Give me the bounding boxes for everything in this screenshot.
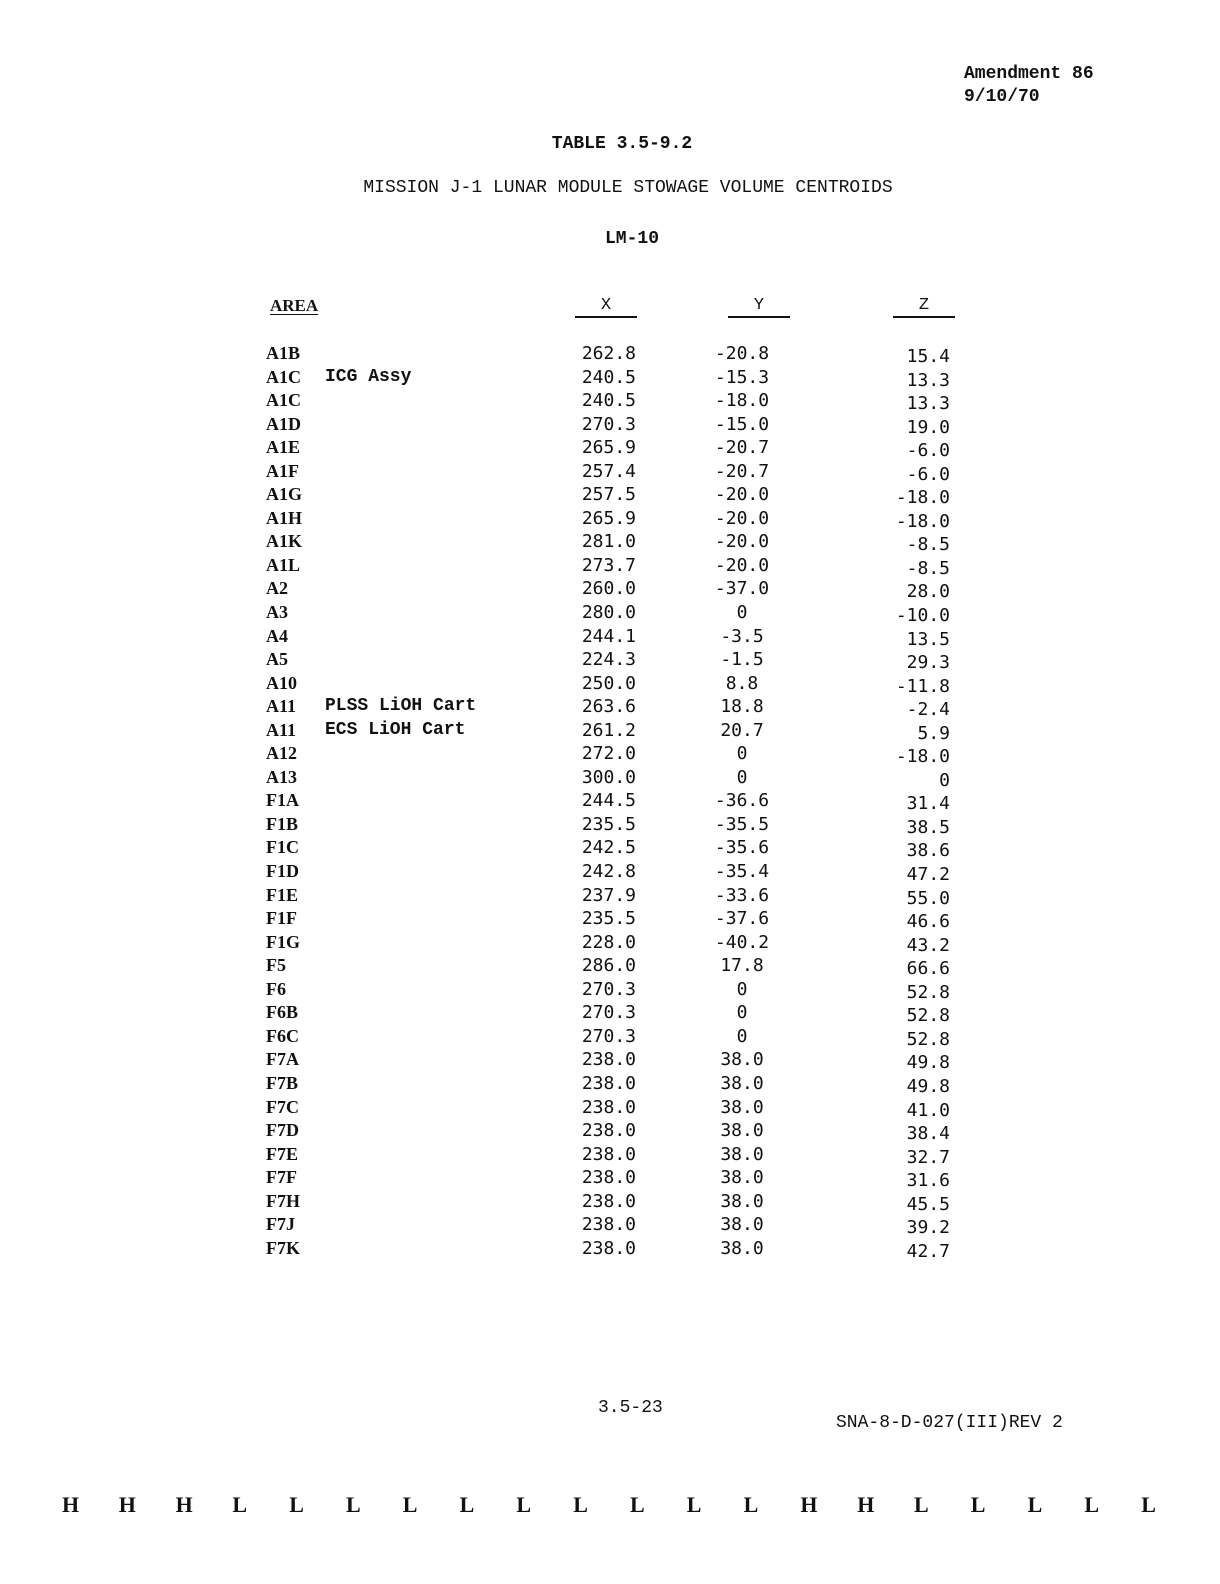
area-cell: A12 — [266, 743, 297, 764]
table-number: TABLE 3.5-9.2 — [551, 134, 693, 154]
z-cell: 52.8 — [906, 1028, 950, 1050]
area-cell: A1F — [266, 460, 299, 481]
table-row — [0, 1096, 1220, 1120]
area-cell: A11 — [266, 719, 297, 740]
area-cell: F6C — [266, 1025, 299, 1046]
registration-mark: L — [289, 1492, 304, 1517]
registration-mark: L — [1027, 1492, 1043, 1517]
table-row — [0, 813, 1220, 837]
y-cell: 8.8 — [725, 672, 759, 694]
table-row — [0, 742, 1220, 766]
area-cell: A1G — [266, 484, 302, 505]
x-cell: 265.9 — [581, 437, 636, 459]
table-row — [0, 413, 1220, 437]
x-cell: 270.3 — [581, 978, 636, 1000]
table-row — [0, 1237, 1220, 1261]
area-cell: F1E — [266, 884, 299, 905]
y-cell: 17.8 — [720, 955, 764, 977]
registration-mark: L — [914, 1492, 929, 1517]
registration-mark: L — [686, 1492, 702, 1517]
x-cell: 257.5 — [581, 484, 636, 506]
registration-mark: L — [573, 1492, 588, 1517]
area-cell: A4 — [266, 625, 288, 646]
table-row — [0, 789, 1220, 813]
x-cell: 235.5 — [581, 908, 636, 930]
table-row — [0, 931, 1220, 955]
table-row — [0, 672, 1220, 696]
y-cell: 0 — [736, 1025, 748, 1047]
y-cell: -33.6 — [714, 884, 770, 906]
registration-mark: L — [630, 1492, 645, 1517]
y-cell: 38.0 — [720, 1237, 764, 1259]
area-cell: F7C — [266, 1096, 299, 1117]
x-cell: 240.5 — [581, 390, 636, 412]
registration-mark: H — [175, 1492, 193, 1517]
y-cell: 18.8 — [720, 696, 764, 718]
x-cell: 273.7 — [581, 554, 636, 576]
table-row — [0, 483, 1220, 507]
table-row — [0, 1166, 1220, 1190]
y-cell: -1.5 — [720, 649, 764, 671]
area-cell: A1L — [266, 554, 301, 575]
y-cell: -20.8 — [714, 343, 770, 364]
area-cell: A13 — [266, 766, 297, 787]
z-cell: 49.8 — [906, 1052, 950, 1074]
z-cell: 13.5 — [906, 628, 950, 650]
registration-mark: L — [232, 1492, 248, 1517]
x-cell: 238.0 — [581, 1120, 636, 1142]
z-cell: 46.6 — [906, 911, 950, 933]
y-cell: -18.0 — [714, 390, 770, 412]
x-cell: 240.5 — [581, 366, 636, 388]
x-cell: 244.5 — [581, 790, 636, 812]
table-row — [0, 1119, 1220, 1143]
z-cell: 52.8 — [906, 1005, 950, 1027]
table-row — [0, 366, 1220, 390]
y-cell: -40.2 — [714, 931, 770, 953]
area-cell: A3 — [266, 602, 288, 623]
document-code: SNA-8-D-027(III)REV 2 — [836, 1413, 1063, 1433]
area-cell: F7E — [266, 1143, 299, 1164]
z-cell: 38.6 — [906, 840, 950, 862]
registration-marks — [62, 1492, 1162, 1518]
column-header-area: AREA — [270, 296, 319, 315]
registration-mark: L — [459, 1492, 475, 1517]
registration-mark: L — [516, 1492, 532, 1517]
area-cell: F7D — [266, 1120, 299, 1141]
z-cell: 5.9 — [917, 722, 950, 744]
y-cell: 20.7 — [720, 719, 764, 741]
area-cell: F1G — [266, 931, 300, 952]
registration-mark: L — [970, 1492, 986, 1517]
registration-mark: L — [1141, 1492, 1156, 1517]
table-row — [0, 1190, 1220, 1214]
area-cell: F1F — [266, 908, 297, 929]
area-cell: F7K — [266, 1237, 300, 1258]
y-cell: -35.6 — [714, 837, 770, 859]
z-cell: 42.7 — [906, 1240, 950, 1262]
y-cell: 0 — [736, 602, 748, 624]
y-cell: 38.0 — [720, 1072, 764, 1094]
z-cell: 13.3 — [906, 369, 950, 391]
vehicle-label: LM-10 — [604, 229, 659, 249]
x-cell: 238.0 — [581, 1167, 636, 1189]
x-cell: 242.5 — [581, 837, 636, 859]
z-cell: -18.0 — [895, 746, 950, 768]
x-cell: 260.0 — [581, 578, 636, 600]
x-cell: 272.0 — [581, 743, 636, 765]
table-row — [0, 1143, 1220, 1167]
x-cell: 281.0 — [581, 531, 636, 553]
x-cell: 224.3 — [581, 649, 636, 671]
y-cell: 38.0 — [720, 1049, 764, 1071]
x-cell: 242.8 — [581, 861, 636, 883]
table-row — [0, 907, 1220, 931]
y-cell: 0 — [736, 766, 748, 788]
z-cell: 66.6 — [906, 958, 950, 980]
y-cell: -20.0 — [714, 484, 770, 506]
x-cell: 238.0 — [581, 1237, 636, 1259]
area-cell: A5 — [266, 649, 288, 670]
table-row — [0, 978, 1220, 1002]
x-cell: 238.0 — [581, 1190, 636, 1212]
area-cell: F7J — [266, 1214, 295, 1235]
y-cell: 0 — [736, 743, 748, 765]
z-cell: 55.0 — [906, 887, 950, 909]
z-cell: -10.0 — [895, 605, 950, 627]
area-cell: A2 — [266, 578, 288, 599]
area-cell: F7A — [266, 1049, 299, 1070]
table-row — [0, 695, 1220, 719]
z-cell: 39.2 — [906, 1217, 950, 1239]
z-cell: 41.0 — [906, 1099, 950, 1121]
y-cell: 38.0 — [720, 1167, 764, 1189]
table-row — [0, 625, 1220, 649]
x-cell: 238.0 — [581, 1143, 636, 1165]
area-cell: A1K — [266, 531, 302, 552]
table-row — [0, 530, 1220, 554]
table-row — [0, 554, 1220, 578]
z-cell: 38.4 — [906, 1123, 950, 1145]
registration-mark: H — [118, 1492, 136, 1517]
area-cell: F1D — [266, 861, 299, 882]
y-cell: 0 — [736, 1002, 748, 1024]
table-row — [0, 860, 1220, 884]
z-cell: 47.2 — [906, 864, 950, 886]
table-row — [0, 884, 1220, 908]
area-cell: A10 — [266, 672, 297, 693]
z-cell: 31.4 — [906, 793, 950, 815]
x-cell: 261.2 — [581, 719, 636, 741]
y-cell: 38.0 — [720, 1214, 764, 1236]
y-cell: 38.0 — [720, 1096, 764, 1118]
table-row — [0, 1213, 1220, 1237]
table-row — [0, 954, 1220, 978]
table-row — [0, 577, 1220, 601]
table-row — [0, 1072, 1220, 1096]
table-row — [0, 1048, 1220, 1072]
y-cell: 0 — [736, 978, 748, 1000]
z-cell: 0 — [939, 769, 950, 791]
y-cell: -20.0 — [714, 554, 770, 576]
area-cell: A11 — [266, 696, 297, 717]
area-cell: F1A — [266, 790, 299, 811]
description-cell: ICG Assy — [325, 366, 412, 387]
x-cell: 228.0 — [581, 931, 636, 953]
amendment-block — [964, 63, 1094, 109]
y-cell: -15.0 — [714, 413, 770, 435]
area-cell: A1H — [266, 507, 302, 528]
y-cell: -35.4 — [714, 861, 770, 883]
registration-mark: L — [743, 1492, 759, 1517]
table-row — [0, 342, 1220, 366]
z-cell: -8.5 — [906, 534, 950, 556]
registration-mark: H — [800, 1492, 818, 1517]
x-cell: 270.3 — [581, 1002, 636, 1024]
y-cell: -35.5 — [714, 813, 770, 835]
y-cell: -37.0 — [714, 578, 770, 600]
x-cell: 257.4 — [581, 460, 636, 482]
x-cell: 237.9 — [581, 884, 636, 906]
z-cell: 38.5 — [906, 816, 950, 838]
y-cell: -3.5 — [720, 625, 764, 647]
description-cell: ECS LiOH Cart — [325, 719, 466, 740]
column-header-x: X — [575, 296, 637, 318]
y-cell: -15.3 — [714, 366, 770, 388]
y-cell: -36.6 — [714, 790, 770, 812]
y-cell: 38.0 — [720, 1190, 764, 1212]
amendment-number: Amendment 86 — [964, 64, 1094, 84]
z-cell: -18.0 — [895, 510, 950, 532]
table-row — [0, 1025, 1220, 1049]
amendment-date: 9/10/70 — [964, 87, 1040, 107]
area-cell: F1B — [266, 813, 299, 834]
x-cell: 265.9 — [581, 507, 636, 529]
table-row — [0, 436, 1220, 460]
area-cell: A1E — [266, 437, 301, 458]
registration-mark: H — [62, 1492, 80, 1517]
z-cell: -6.0 — [906, 440, 950, 462]
area-cell: F7F — [266, 1167, 297, 1188]
x-cell: 300.0 — [581, 766, 636, 788]
z-cell: 29.3 — [906, 652, 950, 674]
table-row — [0, 836, 1220, 860]
y-cell: -20.7 — [714, 437, 770, 459]
registration-mark: L — [1084, 1492, 1100, 1517]
x-cell: 280.0 — [581, 602, 636, 624]
table-row — [0, 601, 1220, 625]
table-row — [0, 648, 1220, 672]
area-cell: F5 — [266, 955, 286, 976]
x-cell: 238.0 — [581, 1096, 636, 1118]
page-number: 3.5-23 — [598, 1398, 663, 1418]
z-cell: 32.7 — [906, 1146, 950, 1168]
x-cell: 244.1 — [581, 625, 636, 647]
x-cell: 235.5 — [581, 813, 636, 835]
x-cell: 270.3 — [581, 1025, 636, 1047]
table-row — [0, 507, 1220, 531]
table-row — [0, 460, 1220, 484]
area-cell: A1D — [266, 413, 301, 434]
y-cell: 38.0 — [720, 1120, 764, 1142]
table-row — [0, 389, 1220, 413]
z-cell: -18.0 — [895, 487, 950, 509]
x-cell: 262.8 — [581, 343, 636, 364]
z-cell: 15.4 — [906, 346, 950, 367]
z-cell: 28.0 — [906, 581, 950, 603]
area-cell: F7B — [266, 1072, 299, 1093]
z-cell: 43.2 — [906, 934, 950, 956]
area-cell: F6 — [266, 978, 286, 999]
y-cell: -20.0 — [714, 531, 770, 553]
table-row — [0, 1001, 1220, 1025]
table-row — [0, 719, 1220, 743]
area-cell: F1C — [266, 837, 299, 858]
x-cell: 238.0 — [581, 1049, 636, 1071]
registration-mark: L — [402, 1492, 418, 1517]
column-header-y: Y — [728, 296, 790, 318]
x-cell: 286.0 — [581, 955, 636, 977]
y-cell: -20.7 — [714, 460, 770, 482]
y-cell: -20.0 — [714, 507, 770, 529]
table-row — [0, 766, 1220, 790]
column-header-z: Z — [893, 296, 955, 318]
registration-mark: L — [346, 1492, 361, 1517]
description-cell: PLSS LiOH Cart — [325, 696, 477, 717]
z-cell: 45.5 — [906, 1193, 950, 1215]
z-cell: 31.6 — [906, 1170, 950, 1192]
centroid-table — [0, 342, 1220, 1260]
y-cell: 38.0 — [720, 1143, 764, 1165]
area-cell: F7H — [266, 1190, 300, 1211]
table-title: MISSION J-1 LUNAR MODULE STOWAGE VOLUME CENTROIDS — [363, 178, 893, 198]
x-cell: 238.0 — [581, 1214, 636, 1236]
x-cell: 263.6 — [581, 696, 636, 718]
z-cell: 49.8 — [906, 1075, 950, 1097]
z-cell: 13.3 — [906, 393, 950, 415]
area-cell: F6B — [266, 1002, 299, 1023]
z-cell: -2.4 — [906, 699, 950, 721]
x-cell: 250.0 — [581, 672, 636, 694]
y-cell: -37.6 — [714, 908, 770, 930]
z-cell: 19.0 — [906, 416, 950, 438]
area-cell: A1B — [266, 343, 301, 363]
z-cell: -11.8 — [895, 675, 950, 697]
z-cell: -8.5 — [906, 557, 950, 579]
area-cell: A1C — [266, 390, 301, 411]
z-cell: 52.8 — [906, 981, 950, 1003]
registration-mark: H — [857, 1492, 875, 1517]
x-cell: 238.0 — [581, 1072, 636, 1094]
x-cell: 270.3 — [581, 413, 636, 435]
z-cell: -6.0 — [906, 463, 950, 485]
area-cell: A1C — [266, 366, 301, 387]
